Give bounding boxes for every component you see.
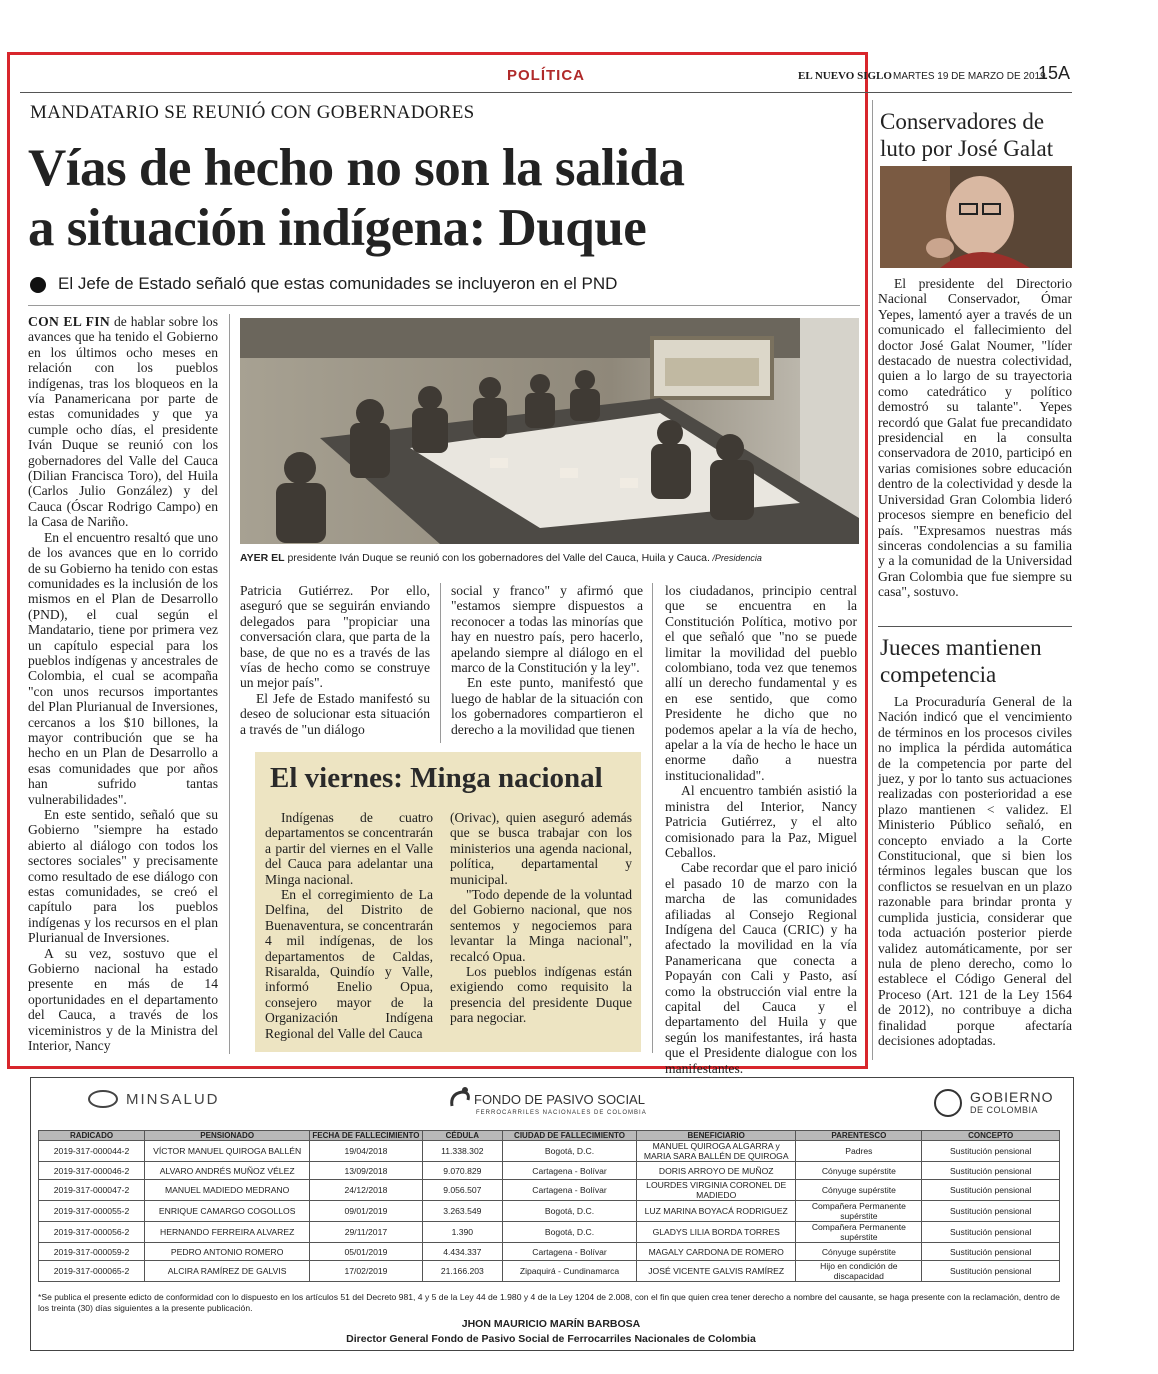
table-cell: 09/01/2019 bbox=[310, 1201, 422, 1222]
article-column-1 bbox=[28, 314, 218, 1054]
pension-notice-table bbox=[38, 1130, 1060, 1282]
column-header: RADICADO bbox=[39, 1131, 145, 1141]
column-header: FECHA DE FALLECIMIENTO bbox=[310, 1131, 422, 1141]
paragraph: La Procuraduría General de la Nación indicó que el vencimiento de términos en los procesos civiles no implica la pérdida automática de la competencia por parte del juez, y por lo tanto sus actuaciones realizadas con posterioridad a ese plazo mantienen ˂ validez. El Ministerio Público señaló, en concepto enviado a la Corte Constitucional, que si bien los términos legales buscan que los conflictos se resuelvan en un plazo razonable para brindar pronta y cumplida justicia, considerar que toda actuación posterior pierde validez automáticamente, por ser nula de pleno derecho, como lo establece el Código General del Proceso (Art. 121 de la Ley 1564 de 2012), no contribuye a dicha finalidad porque afectaría decisiones adoptadas. bbox=[878, 694, 1072, 1048]
subhead-rule bbox=[28, 305, 860, 306]
table-cell: VÍCTOR MANUEL QUIROGA BALLÉN bbox=[145, 1141, 310, 1162]
table-cell: Bogotá, D.C. bbox=[503, 1141, 637, 1162]
table-cell: 2019-317-000047-2 bbox=[39, 1180, 145, 1201]
caption-text: presidente Iván Duque se reunió con los gobernadores del Valle del Cauca, Huila y Cauca. bbox=[284, 552, 710, 564]
paragraph: (Orivac), quien aseguró además que se busca trabajar con los ministerios una agenda nacional, política, departamental y municipal. bbox=[450, 810, 632, 887]
table-cell: 3.263.549 bbox=[422, 1201, 502, 1222]
table-cell: Compañera Permanente supérstite bbox=[796, 1222, 922, 1243]
table-cell: Cónyuge supérstite bbox=[796, 1180, 922, 1201]
paragraph: A su vez, sostuvo que el Gobierno nacional ha estado presente en más de 14 oportunidades en el departamento del Cauca, a través de los viceministros y de la Ministra del Interior, Nancy bbox=[28, 945, 218, 1054]
paragraph: "Todo depende de la voluntad del Gobierno nacional, que nos sentemos y negociemos para levantar la Minga nacional", recalcó Opua. bbox=[450, 887, 632, 964]
table-cell: 9.070.829 bbox=[422, 1162, 502, 1180]
table-cell: Cartagena - Bolívar bbox=[503, 1180, 637, 1201]
subhead-bullet-icon bbox=[30, 277, 46, 293]
table-cell: Hijo en condición de discapacidad bbox=[796, 1261, 922, 1282]
photo-caption bbox=[240, 552, 860, 564]
table-cell: ALCIRA RAMÍREZ DE GALVIS bbox=[145, 1261, 310, 1282]
table-cell: 24/12/2018 bbox=[310, 1180, 422, 1201]
table-cell: LOURDES VIRGINIA CORONEL DE MADIEDO bbox=[637, 1180, 796, 1201]
table-cell: 2019-317-000044-2 bbox=[39, 1141, 145, 1162]
colombia-coat-of-arms-icon bbox=[934, 1089, 962, 1117]
table-body bbox=[39, 1141, 1060, 1282]
paragraph: En el encuentro resaltó que uno de los avances que en lo corrido de su Gobierno ha tenido con estas comunidades es la inclusión de los mismos en el Plan de Desarrollo (PND), el cual según el Mandatario, tiene por primera vez un capítulo especial para los pueblos indígenas y ancestrales de Colombia, el cual se acompaña "con unos recursos importantes del Plan Plurianual de Inversiones, cercanos a los $10 billones, la mayor contribución que se ha hecho en un Plan de Desarrollo a esas comunidades que por años han sufrido tantas vulnerabilidades". bbox=[28, 529, 218, 807]
table-cell: 2019-317-000059-2 bbox=[39, 1243, 145, 1261]
table-row bbox=[39, 1180, 1060, 1201]
paragraph: En el corregimiento de La Delfina, del Distrito de Buenaventura, se concentrarán 4 mil indígenas, de los departamentos de Caldas, Risaralda, Quindío y Valle, informó Enelio Opua, consejero mayor de la Organización Indígena Regional del Valle del Cauca bbox=[265, 887, 433, 1041]
minga-title: El viernes: Minga nacional bbox=[270, 762, 603, 794]
section-label: POLÍTICA bbox=[507, 67, 585, 84]
minsalud-text: MINSALUD bbox=[126, 1090, 220, 1108]
table-row bbox=[39, 1222, 1060, 1243]
table-cell: GLADYS LILIA BORDA TORRES bbox=[637, 1222, 796, 1243]
paragraph: Cabe recordar que el paro inició el pasado 10 de marzo con la marcha de las comunidades afiliadas al Consejo Regional Indígena del Cauca (CRIC) y ha afectado la movilidad en la vía Panamericana que conecta a Popayán con Cali y Pasto, así como la obstrucción vial entre la capital del Cauca y el departamento del Huila y que según los manifestantes, irá hasta que el Presidente dialogue con los manifestantes. bbox=[665, 860, 857, 1076]
lead-in: CON EL FIN bbox=[28, 314, 110, 329]
column-rule bbox=[652, 583, 653, 1053]
table-cell: JOSÉ VICENTE GALVIS RAMÍREZ bbox=[637, 1261, 796, 1282]
paragraph: En este sentido, señaló que su Gobierno "siempre ha estado abierto al diálogo con todos los sectores sociales" y precisamente como resultado de ese diálogo con estas comunidades, se creó el capítulo para los pueblos indígenas y los recursos en el plan Plurianual de Inversiones. bbox=[28, 807, 218, 946]
article-column-3 bbox=[451, 583, 643, 737]
table-row bbox=[39, 1261, 1060, 1282]
sidebar-headline-galat: Conservadores de luto por José Galat bbox=[880, 109, 1054, 161]
table-cell: 17/02/2019 bbox=[310, 1261, 422, 1282]
table-cell: Compañera Permanente supérstite bbox=[796, 1201, 922, 1222]
page-number: 15A bbox=[1038, 63, 1071, 83]
column-header: CONCEPTO bbox=[922, 1131, 1060, 1141]
signer-name: JHON MAURICIO MARÍN BARBOSA bbox=[461, 1318, 641, 1330]
meeting-photo-image bbox=[240, 318, 859, 544]
table-header-row bbox=[39, 1131, 1060, 1141]
headline-line-2: a situación indígena: Duque bbox=[28, 199, 647, 257]
article-subhead: El Jefe de Estado señaló que estas comunidades se incluyeron en el PND bbox=[58, 274, 618, 293]
caption-credit: /Presidencia bbox=[709, 553, 762, 563]
table-row bbox=[39, 1141, 1060, 1162]
paragraph: Al encuentro también asistió la ministra del Interior, Nancy Patricia Gutiérrez, y el alto comisionado para la Paz, Miguel Ceballos. bbox=[665, 783, 857, 860]
minga-column-2 bbox=[450, 810, 632, 1026]
signer-title: Director General Fondo de Pasivo Social de Ferrocarriles Nacionales de Colombia bbox=[346, 1333, 756, 1345]
paragraph: Los pueblos indígenas están exigiendo como requisito la presencia del presidente Duque para negociar. bbox=[450, 964, 632, 1026]
article-column-4 bbox=[665, 583, 857, 1076]
table-cell: DORIS ARROYO DE MUÑOZ bbox=[637, 1162, 796, 1180]
column-rule bbox=[229, 314, 230, 1054]
table-cell: HERNANDO FERREIRA ALVAREZ bbox=[145, 1222, 310, 1243]
table-cell: Cónyuge supérstite bbox=[796, 1162, 922, 1180]
column-header: BENEFICIARIO bbox=[637, 1131, 796, 1141]
caption-lead: AYER EL bbox=[240, 552, 285, 564]
table-cell: MANUEL QUIROGA ALGARRA y MARIA SARA BALLÉN DE QUIROGA bbox=[637, 1141, 796, 1162]
column-rule bbox=[440, 583, 441, 743]
table-cell: Sustitución pensional bbox=[922, 1243, 1060, 1261]
table-row bbox=[39, 1201, 1060, 1222]
table-cell: Cartagena - Bolívar bbox=[503, 1243, 637, 1261]
column-header: CÉDULA bbox=[422, 1131, 502, 1141]
table-cell: 21.166.203 bbox=[422, 1261, 502, 1282]
table-cell: Sustitución pensional bbox=[922, 1180, 1060, 1201]
table-cell: Bogotá, D.C. bbox=[503, 1201, 637, 1222]
gobierno-line-2: DE COLOMBIA bbox=[970, 1105, 1039, 1115]
table-cell: 19/04/2018 bbox=[310, 1141, 422, 1162]
header-rule bbox=[20, 92, 1072, 93]
table-cell: MAGALY CARDONA DE ROMERO bbox=[637, 1243, 796, 1261]
table-row bbox=[39, 1243, 1060, 1261]
paragraph: En este punto, manifestó que luego de hablar de la situación con los gobernadores compartieron el derecho a la movilidad que tienen bbox=[451, 675, 643, 737]
minga-column-1 bbox=[265, 810, 433, 1041]
column-header: PENSIONADO bbox=[145, 1131, 310, 1141]
table-cell: Zipaquirá - Cundinamarca bbox=[503, 1261, 637, 1282]
table-cell: 11.338.302 bbox=[422, 1141, 502, 1162]
table-cell: 13/09/2018 bbox=[310, 1162, 422, 1180]
sidebar-rule bbox=[872, 100, 873, 1060]
paragraph: Patricia Gutiérrez. Por ello, aseguró que se seguirán enviando delegados para "propiciar una conversación clara, que parta de la base, de que no es a través de las vías de hecho como se construye un mejor país". bbox=[240, 583, 430, 691]
table-cell: 9.056.507 bbox=[422, 1180, 502, 1201]
table-cell: ALVARO ANDRÉS MUÑOZ VÉLEZ bbox=[145, 1162, 310, 1180]
table-cell: Padres bbox=[796, 1141, 922, 1162]
paragraph bbox=[28, 314, 218, 530]
table-cell: 2019-317-000055-2 bbox=[39, 1201, 145, 1222]
table-cell: Cartagena - Bolívar bbox=[503, 1162, 637, 1180]
fondo-swirl-icon bbox=[448, 1086, 472, 1112]
fondo-subtitle: FERROCARRILES NACIONALES DE COLOMBIA bbox=[476, 1110, 647, 1116]
table-cell: Sustitución pensional bbox=[922, 1201, 1060, 1222]
table-cell: 4.434.337 bbox=[422, 1243, 502, 1261]
table-cell: Bogotá, D.C. bbox=[503, 1222, 637, 1243]
table-cell: 2019-317-000056-2 bbox=[39, 1222, 145, 1243]
sidebar-divider bbox=[878, 626, 1072, 627]
table-cell: Sustitución pensional bbox=[922, 1222, 1060, 1243]
minsalud-logo bbox=[88, 1090, 220, 1108]
paragraph: El presidente del Directorio Nacional Conservador, Ómar Yepes, lamentó ayer a través de un comunicado el fallecimiento del doctor José Galat Noumer, "líder destacado de nuestra colectividad, quien a lo largo de su trayectoria como catedrático y político demostró su talante". Yepes recordó que Galat fue precandidato presidencial en la consulta conservadora de 2010, participó en varias comisiones sobre educación dentro de la colectividad y desde la Universidad Gran Colombia lideró procesos siempre en beneficio del país. "Expresamos nuestras más sinceras condolencias a su familia y a la comunidad de la Universidad Gran Colombia que fue siempre su casa", sostuvo. bbox=[878, 276, 1072, 600]
table-cell: Sustitución pensional bbox=[922, 1141, 1060, 1162]
meeting-photo bbox=[240, 318, 859, 544]
paragraph: los ciudadanos, principio central que se encuentra en la Constitución Política, motivo por el que señaló que "no se puede limitar la movilidad del pueblo colombiano, toda vez que tenemos allí un derecho fundamental y es en ese sentido, que como Presidente he dicho que no podemos apelar a la vía de hecho, apelar a la vía de hecho le hace un enorme daño a nuestra institucionalidad". bbox=[665, 583, 857, 783]
galat-portrait-photo bbox=[880, 166, 1072, 268]
galat-portrait-image bbox=[880, 166, 1072, 268]
headline-line-1: Vías de hecho no son la salida bbox=[28, 139, 685, 197]
sidebar-text-jueces bbox=[878, 694, 1072, 1048]
table-cell: 05/01/2019 bbox=[310, 1243, 422, 1261]
table-cell: LUZ MARINA BOYACÁ RODRIGUEZ bbox=[637, 1201, 796, 1222]
table-cell: Sustitución pensional bbox=[922, 1261, 1060, 1282]
table-cell: MANUEL MADIEDO MEDRANO bbox=[145, 1180, 310, 1201]
table-cell: ENRIQUE CAMARGO COGOLLOS bbox=[145, 1201, 310, 1222]
notice-footnote: *Se publica el presente edicto de conformidad con lo dispuesto en los artículos 51 del Decreto 981, 4 y 5 de la Ley 44 de 1.980 y 4 de la Ley 1204 de 2.008, con el fin que quien crea tener derecho a nombre del causante, se haga presente con la reclamación, dentro de los treinta (30) días siguientes a la presente publicación. bbox=[38, 1292, 1060, 1313]
table-cell: PEDRO ANTONIO ROMERO bbox=[145, 1243, 310, 1261]
article-column-2 bbox=[240, 583, 430, 737]
table-row bbox=[39, 1162, 1060, 1180]
minsalud-seal-icon bbox=[88, 1090, 118, 1108]
paragraph: Indígenas de cuatro departamentos se concentrarán a partir del viernes en el Valle del Cauca para adelantar una Minga nacional. bbox=[265, 810, 433, 887]
table-cell: 1.390 bbox=[422, 1222, 502, 1243]
article-headline bbox=[28, 138, 848, 258]
paragraph-text: de hablar sobre los avances que ha tenido el Gobierno en los últimos ocho meses en relación con los pueblos indígenas, tras los bloqueos en la vía Panamericana por parte de estas comunidades y que ya cumple ocho días, el presidente Iván Duque se reunió con los gobernadores del Valle del Cauca (Dilian Francisca Toro), del Huila (Carlos Julio González) y del Cauca (Óscar Rodrigo Campo) en la Casa de Nariño. bbox=[28, 314, 218, 530]
table-cell: 2019-317-000046-2 bbox=[39, 1162, 145, 1180]
article-kicker: MANDATARIO SE REUNIÓ CON GOBERNADORES bbox=[30, 102, 475, 123]
masthead-name: EL NUEVO SIGLO bbox=[798, 70, 892, 82]
fondo-name: FONDO DE PASIVO SOCIAL bbox=[474, 1092, 645, 1107]
sidebar-headline-jueces: Jueces mantienen competencia bbox=[880, 635, 1042, 687]
table-cell: 29/11/2017 bbox=[310, 1222, 422, 1243]
column-header: CIUDAD DE FALLECIMIENTO bbox=[503, 1131, 637, 1141]
sidebar-text-galat bbox=[878, 276, 1072, 600]
table-cell: Cónyuge supérstite bbox=[796, 1243, 922, 1261]
gobierno-line-1: GOBIERNO bbox=[970, 1089, 1054, 1105]
paragraph: social y franco" y afirmó que "estamos siempre dispuestos a reconocer a todas las minorías que hay en nuestro país, pero hacerlo, apelando siempre al diálogo en el marco de la Constitución y la ley". bbox=[451, 583, 643, 676]
table-cell: 2019-317-000065-2 bbox=[39, 1261, 145, 1282]
paragraph: El Jefe de Estado manifestó su deseo de solucionar esta situación a través de "un diálogo bbox=[240, 690, 430, 737]
issue-date: MARTES 19 DE MARZO DE 2019 bbox=[893, 71, 1046, 82]
table-cell: Sustitución pensional bbox=[922, 1162, 1060, 1180]
column-header: PARENTESCO bbox=[796, 1131, 922, 1141]
